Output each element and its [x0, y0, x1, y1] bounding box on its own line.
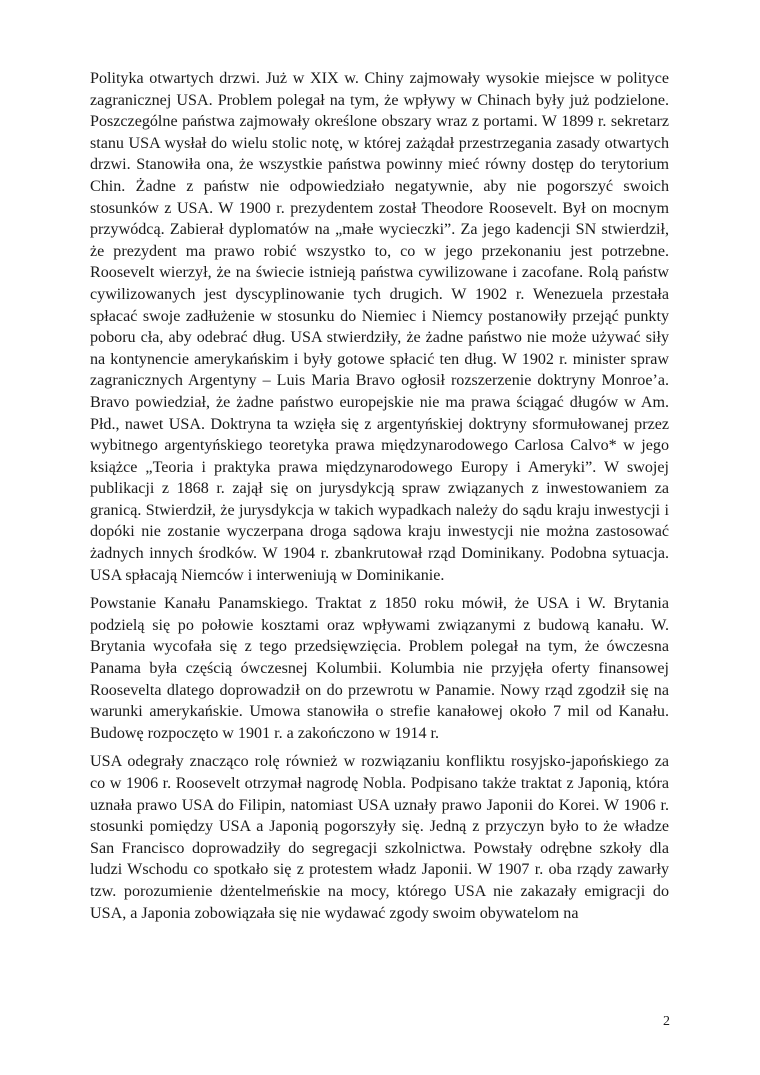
paragraph-panama-canal: Powstanie Kanału Panamskiego. Traktat z 1850 roku mówił, że USA i W. Brytania podzielą się po połowie kosztami oraz wpływami związanymi z budową kanału. W. Brytania wycofała się z tego przedsięwzięcia. Problem polegał na tym, że ówczesna Panama była częścią ówczesnej Kolumbii. Kolumbia nie przyjęła oferty finansowej Roosevelta dlatego doprowadził on do przewrotu w Panamie. Nowy rząd zgodził się na warunki amerykańskie. Umowa stanowiła o strefie kanałowej około 7 mil od Kanału. Budowę rozpoczęto w 1901 r. a zakończono w 1914 r.	[90, 595, 669, 742]
paragraph-russo-japanese-conflict: USA odegrały znacząco rolę również w rozwiązaniu konfliktu rosyjsko-japońskiego za co w 1906 r. Roosevelt otrzymał nagrodę Nobla. Podpisano także traktat z Japonią, która uznała prawo USA do Filipin, natomiast USA uznały prawo Japonii do Korei. W 1906 r. stosunki pomiędzy USA a Japonią pogorszyły się. Jedną z przyczyn było to że władze San Francisco doprowadziły do segregacji szkolnictwa. Powstały odrębne szkoły dla ludzi Wschodu co spotkało się z protestem władz Japonii. W 1907 r. oba rządy zawarły tzw. porozumienie dżentelmeńskie na mocy, którego USA nie zakazały emigracji do USA, a Japonia zobowiązała się nie wydawać zgody swoim obywatelom na	[90, 753, 669, 922]
page-number: 2	[663, 1014, 670, 1029]
paragraph-open-door-policy: Polityka otwartych drzwi. Już w XIX w. Chiny zajmowały wysokie miejsce w polityce zagranicznej USA. Problem polegał na tym, że wpływy w Chinach były już podzielone. Poszczególne państwa zajmowały określone obszary wraz z portami. W 1899 r. sekretarz stanu USA wysłał do wielu stolic notę, w której zażądał przestrzegania zasady otwartych drzwi. Stanowiła ona, że wszystkie państwa powinny mieć równy dostęp do terytorium Chin. Żadne z państw nie odpowiedziało negatywnie, aby nie pogorszyć swoich stosunków z USA. W 1900 r. prezydentem został Theodore Roosevelt. Był on mocnym przywódcą. Zabierał dyplomatów na „małe wycieczki”. Za jego kadencji SN stwierdził, że prezydent ma prawo robić wszystko to, co w jego przekonaniu jest potrzebne. Roosevelt wierzył, że na świecie istnieją państwa cywilizowane i zacofane. Rolą państw cywilizowanych jest dyscyplinowanie tych drugich. W 1902 r. Wenezuela przestała spłacać swoje zadłużenie w stosunku do Niemiec i Niemcy postanowiły przejąć punkty poboru cła, aby odebrać dług. USA stwierdziły, że żadne państwo nie może używać siły na kontynencie amerykańskim i były gotowe spłacić ten dług. W 1902 r. minister spraw zagranicznych Argentyny – Luis Maria Bravo ogłosił rozszerzenie doktryny Monroe’a. Bravo powiedział, że żadne państwo europejskie nie ma prawa ściągać długów w Am. Płd., nawet USA. Doktryna ta wzięła się z argentyńskiej doktryny sformułowanej przez wybitnego argentyńskiego teoretyka prawa międzynarodowego Carlosa Calvo* w jego książce „Teoria i praktyka prawa międzynarodowego Europy i Ameryki”. W swojej publikacji z 1868 r. zajął się on jurysdykcją spraw związanych z inwestowaniem za granicą. Stwierdził, że jurysdykcja w takich wypadkach należy do sądu kraju inwestycji i dopóki nie zostanie wyczerpana droga sądowa kraju inwestycji nie można zastosować żadnych innych środków. W 1904 r. zbankrutował rząd Dominikany. Podobna sytuacja. USA spłacają Niemców i interweniują w Dominikanie.	[90, 70, 669, 584]
body-text	[90, 68, 669, 931]
